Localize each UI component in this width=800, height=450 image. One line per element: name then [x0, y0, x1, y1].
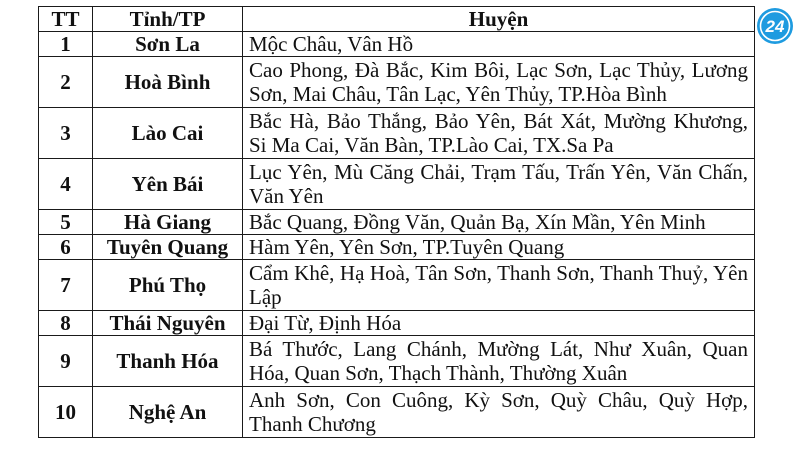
table-row [39, 159, 755, 210]
table-row [39, 336, 755, 387]
province-name: Tuyên Quang [93, 235, 243, 260]
district-list: Lục Yên, Mù Căng Chải, Trạm Tấu, Trấn Yên, Văn Chấn, Văn Yên [243, 159, 755, 210]
table-row [39, 108, 755, 159]
table-row [39, 32, 755, 57]
row-number: 10 [39, 387, 93, 438]
province-name: Sơn La [93, 32, 243, 57]
province-name: Hà Giang [93, 210, 243, 235]
province-name: Thanh Hóa [93, 336, 243, 387]
row-number: 6 [39, 235, 93, 260]
district-list: Cẩm Khê, Hạ Hoà, Tân Sơn, Thanh Sơn, Thanh Thuỷ, Yên Lập [243, 260, 755, 311]
table-row [39, 57, 755, 108]
brand-logo [756, 7, 794, 45]
province-name: Phú Thọ [93, 260, 243, 311]
district-list: Đại Từ, Định Hóa [243, 311, 755, 336]
province-name: Lào Cai [93, 108, 243, 159]
row-number: 3 [39, 108, 93, 159]
district-list: Anh Sơn, Con Cuông, Kỳ Sơn, Quỳ Châu, Quỳ Hợp, Thanh Chương [243, 387, 755, 438]
table-row [39, 235, 755, 260]
header-district: Huyện [243, 7, 755, 32]
district-list: Mộc Châu, Vân Hồ [243, 32, 755, 57]
table-row [39, 387, 755, 438]
district-list: Hàm Yên, Yên Sơn, TP.Tuyên Quang [243, 235, 755, 260]
table-body [39, 32, 755, 438]
province-name: Thái Nguyên [93, 311, 243, 336]
district-list: Bắc Hà, Bảo Thắng, Bảo Yên, Bát Xát, Mường Khương, Si Ma Cai, Văn Bàn, TP.Lào Cai, TX.Sa Pa [243, 108, 755, 159]
district-list: Cao Phong, Đà Bắc, Kim Bôi, Lạc Sơn, Lạc Thủy, Lương Sơn, Mai Châu, Tân Lạc, Yên Thủy, TP.Hòa Bình [243, 57, 755, 108]
row-number: 1 [39, 32, 93, 57]
logo-text: 24 [765, 17, 785, 36]
header-tt: TT [39, 7, 93, 32]
row-number: 7 [39, 260, 93, 311]
province-name: Hoà Bình [93, 57, 243, 108]
row-number: 5 [39, 210, 93, 235]
table-header [39, 7, 755, 32]
row-number: 9 [39, 336, 93, 387]
district-table [38, 6, 755, 438]
header-province: Tỉnh/TP [93, 7, 243, 32]
table-row [39, 210, 755, 235]
row-number: 2 [39, 57, 93, 108]
table-row [39, 260, 755, 311]
province-name: Nghệ An [93, 387, 243, 438]
header-row [39, 7, 755, 32]
row-number: 8 [39, 311, 93, 336]
district-list: Bá Thước, Lang Chánh, Mường Lát, Như Xuân, Quan Hóa, Quan Sơn, Thạch Thành, Thường Xuân [243, 336, 755, 387]
table-row [39, 311, 755, 336]
province-name: Yên Bái [93, 159, 243, 210]
district-list: Bắc Quang, Đồng Văn, Quản Bạ, Xín Mần, Yên Minh [243, 210, 755, 235]
row-number: 4 [39, 159, 93, 210]
